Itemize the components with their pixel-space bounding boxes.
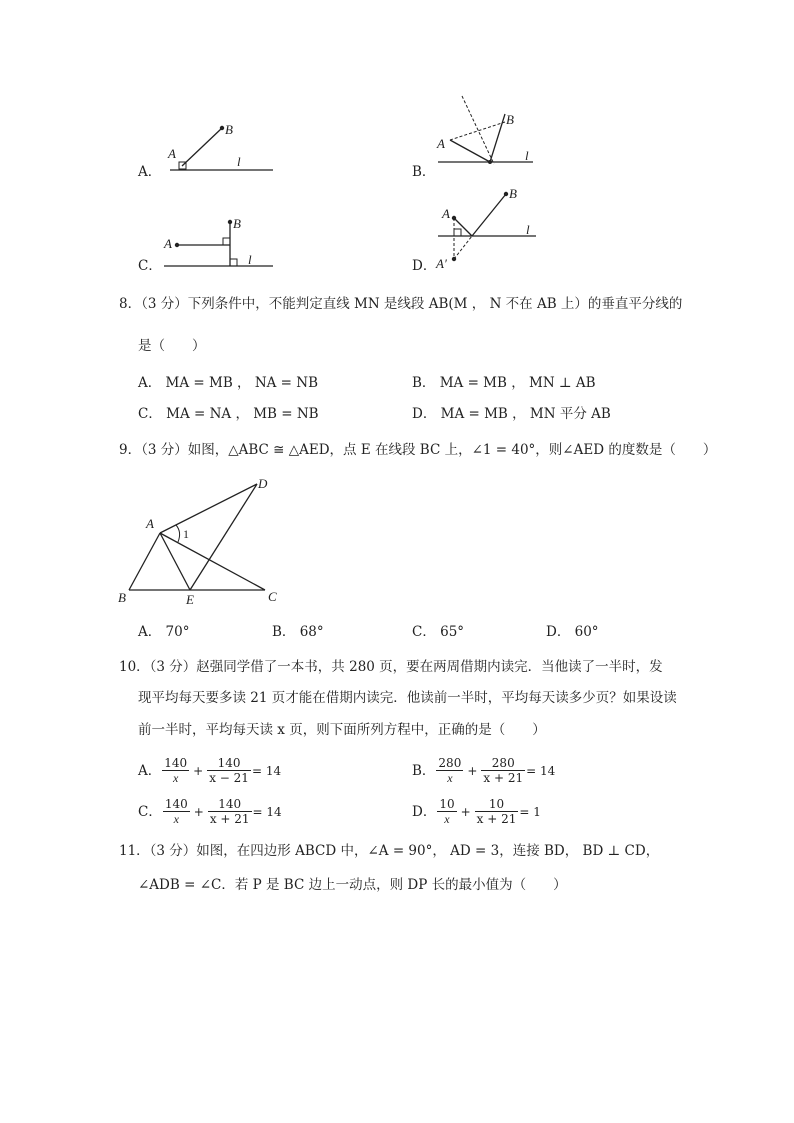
- q7c-point-a: A: [164, 236, 172, 251]
- q9-point-a: A: [146, 516, 154, 531]
- q10-option-b: B． $\frac{280}{x}$ + $\frac{280}{x + 21}$ = 14: [412, 756, 556, 785]
- q9-point-c: C: [268, 589, 277, 604]
- q7-option-d-figure: [430, 182, 545, 272]
- q8-stem-line2: 是（ ）: [138, 338, 206, 354]
- q7-option-c-label: C．: [138, 258, 162, 274]
- q11-line1: 11．（3 分）如图，在四边形 ABCD 中，∠A = 90°， AD = 3，连接 BD， BD ⊥ CD，: [119, 843, 660, 859]
- q11-line2: ∠ADB = ∠C．若 P 是 BC 边上一动点，则 DP 长的最小值为（ ）: [138, 877, 567, 893]
- q9-angle-1: 1: [183, 527, 189, 541]
- q7-option-b-figure: [430, 92, 545, 172]
- q9-point-d: D: [258, 476, 268, 491]
- q10-option-d: D． $\frac{10}{x}$ + $\frac{10}{x + 21}$ = 1: [412, 797, 541, 826]
- q9-point-e: E: [186, 592, 194, 607]
- q7d-line-l: l: [526, 222, 530, 237]
- q7-option-a-label: A．: [138, 164, 162, 180]
- q7b-line-l: l: [525, 148, 529, 163]
- q7a-line-l: l: [237, 154, 241, 169]
- q7-option-d-label: D．: [412, 258, 437, 274]
- q7d-point-a: A: [442, 206, 450, 221]
- q9-stem: 9．（3 分）如图，△ABC ≅ △AED，点 E 在线段 BC 上，∠1 = 40°，则∠AED 的度数是（ ）: [119, 442, 717, 458]
- q9-option-b: B． 68°: [272, 624, 324, 640]
- q8-option-c: C． MA = NA ， MB = NB: [138, 406, 319, 422]
- q9-triangle-figure: [112, 470, 312, 610]
- q10-line3: 前一半时，平均每天读 x 页，则下面所列方程中，正确的是（ ）: [138, 722, 546, 738]
- q7c-point-b: B: [233, 216, 241, 231]
- q10-line1: 10．（3 分）赵强同学借了一本书，共 280 页，要在两周借期内读完．当他读了一半时，发: [119, 659, 663, 675]
- q7-option-a-figure: [160, 118, 280, 178]
- q7a-point-a: A: [168, 146, 176, 161]
- q7-option-c-figure: [160, 212, 280, 272]
- q10-option-b-label: B．: [412, 762, 436, 779]
- q7d-point-a-prime: A′: [436, 256, 447, 271]
- q10-option-c-label: C．: [138, 803, 162, 820]
- q7c-line-l: l: [248, 252, 252, 267]
- q9-option-d: D． 60°: [546, 624, 599, 640]
- q10-option-d-label: D．: [412, 803, 437, 820]
- q8-option-b: B． MA = MB ， MN ⊥ AB: [412, 375, 596, 391]
- q10-option-a: A． $\frac{140}{x}$ + $\frac{140}{x - 21}$ = 14: [138, 756, 282, 785]
- q9-option-a: A． 70°: [138, 624, 190, 640]
- q9-point-b: B: [118, 590, 126, 605]
- q7-option-b-label: B．: [412, 164, 436, 180]
- q10-line2: 现平均每天要多读 21 页才能在借期内读完．他读前一半时，平均每天读多少页？如果设读: [138, 690, 677, 706]
- q7d-point-b: B: [509, 186, 517, 201]
- q7b-point-b: B: [506, 112, 514, 127]
- q7a-point-b: B: [225, 122, 233, 137]
- q10-option-c: C． $\frac{140}{x}$ + $\frac{140}{x + 21}$ = 14: [138, 797, 282, 826]
- q8-option-a: A． MA = MB ， NA = NB: [138, 375, 319, 391]
- q10-option-a-label: A．: [138, 762, 162, 779]
- q7b-point-a: A: [437, 136, 445, 151]
- q8-option-d: D． MA = MB ， MN 平分 AB: [412, 406, 611, 422]
- q8-stem-line1: 8．（3 分）下列条件中，不能判定直线 MN 是线段 AB(M ， N 不在 AB 上）的垂直平分线的: [119, 296, 683, 312]
- q9-option-c: C． 65°: [412, 624, 465, 640]
